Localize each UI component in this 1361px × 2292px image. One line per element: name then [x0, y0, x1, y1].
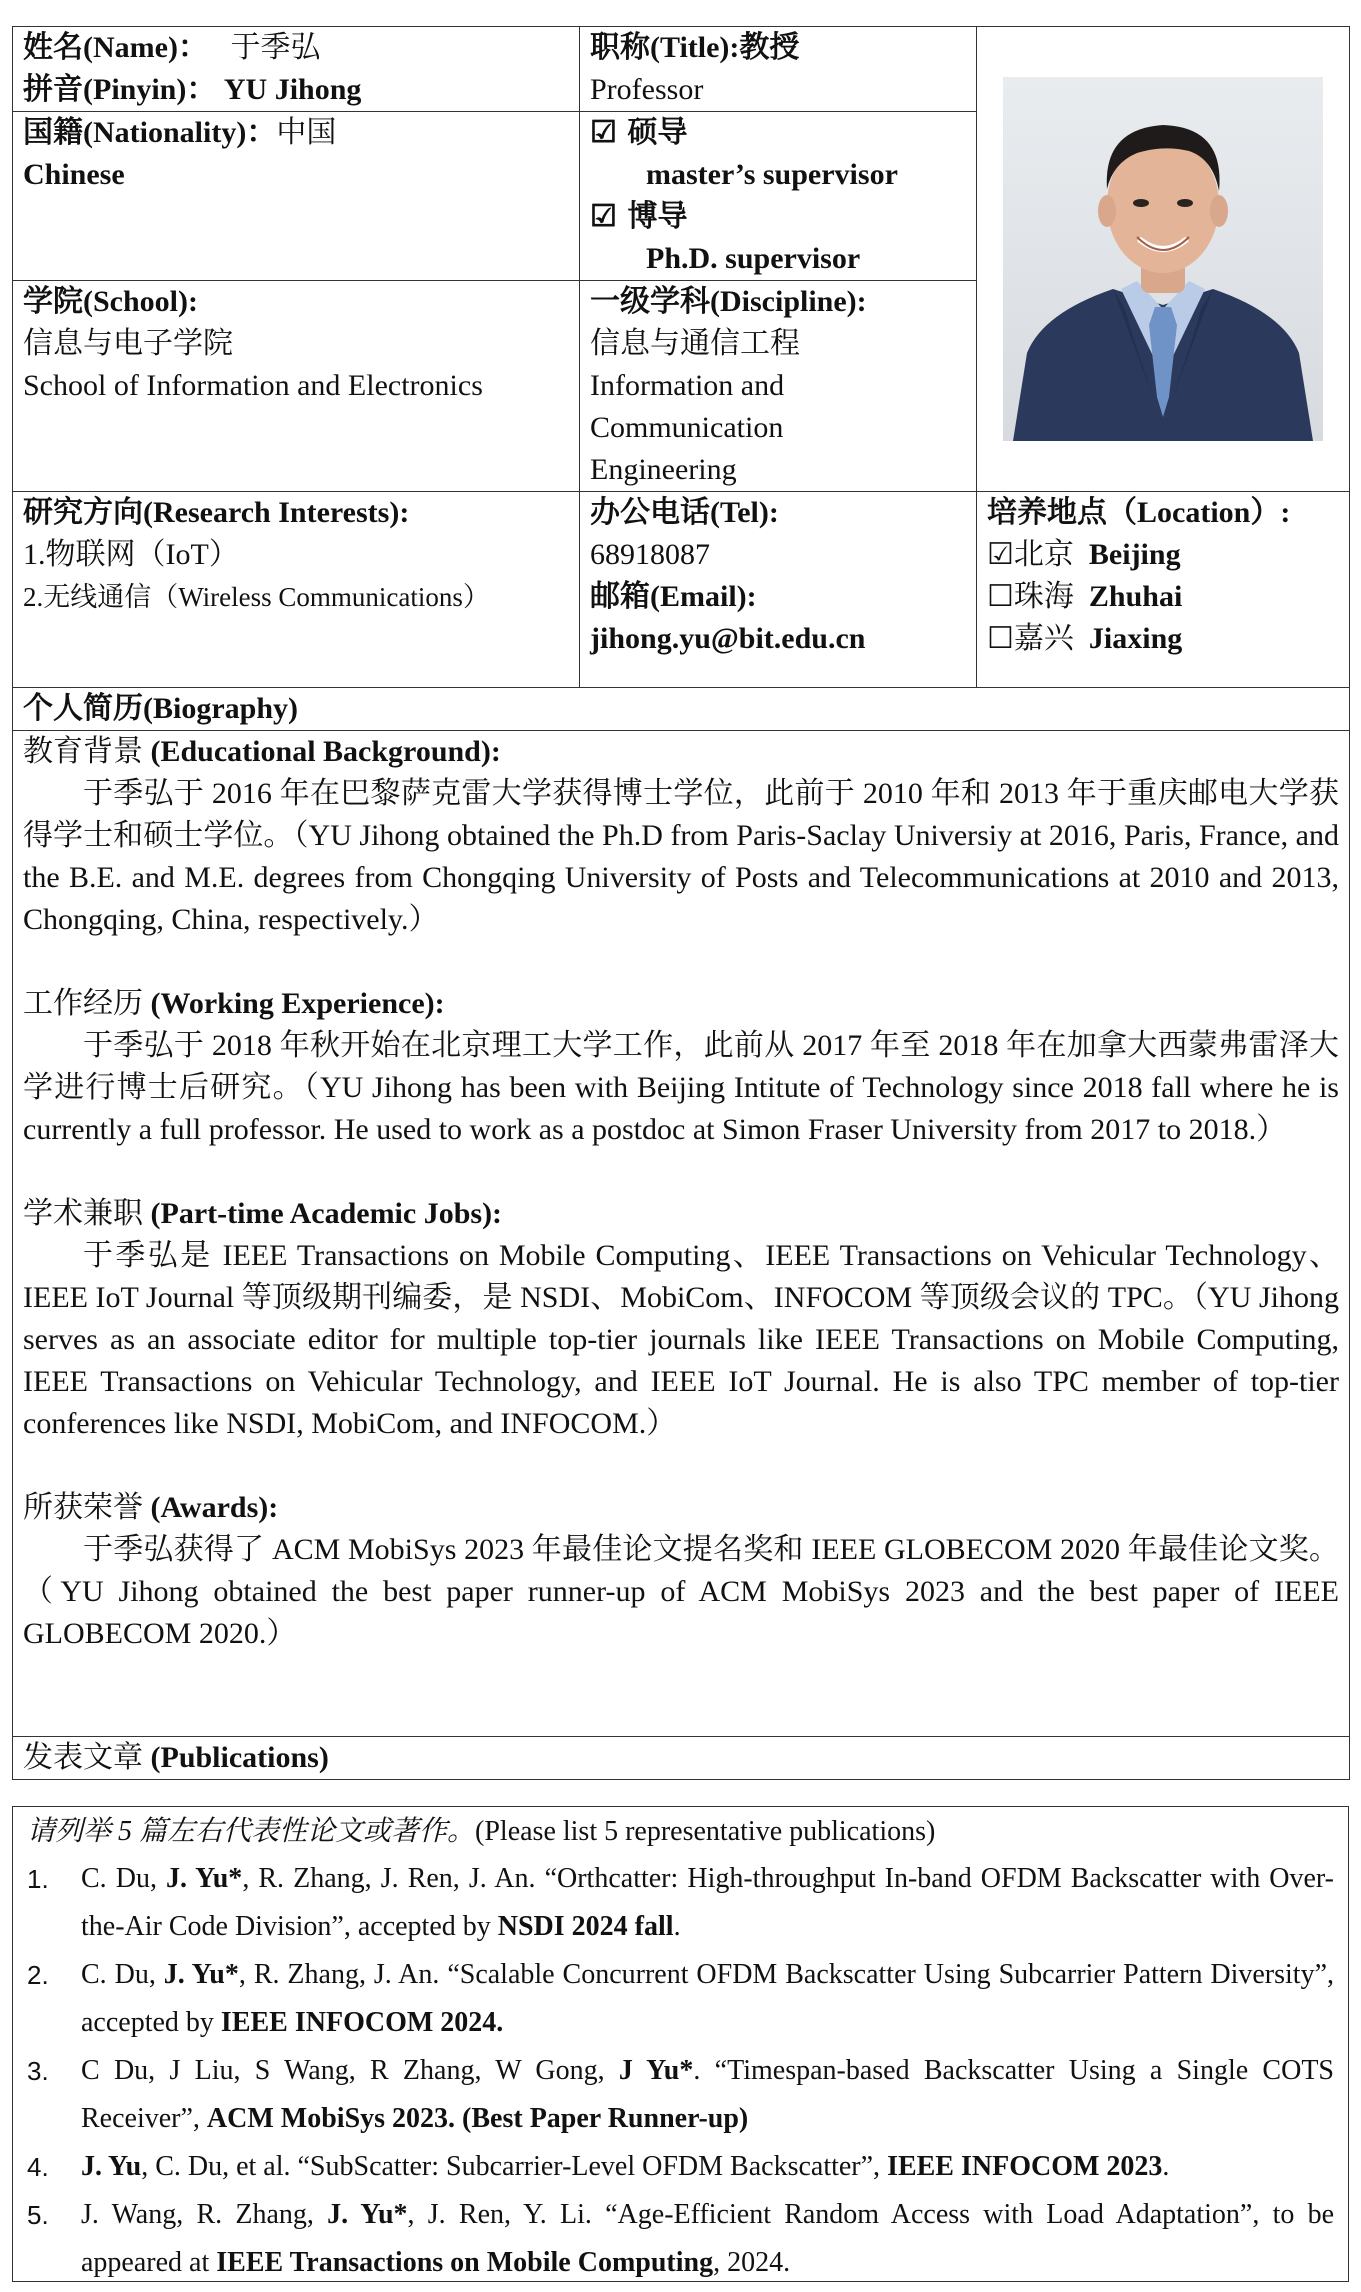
checkbox-empty-icon: ☐ [987, 622, 1014, 655]
location-beijing-en: Beijing [1088, 538, 1181, 571]
name-label: 姓名(Name)： [23, 31, 208, 64]
publication-item [27, 2143, 1334, 2191]
location-beijing-cn: 北京 [1013, 538, 1074, 571]
pub-authors: C. Du, [81, 1959, 164, 1990]
discipline-label: 一级学科(Discipline): [590, 285, 867, 318]
pub-authors: J. Wang, R. Zhang, [81, 2199, 328, 2230]
biography-header: 个人简历(Biography) [13, 688, 1350, 731]
location-zhuhai-en: Zhuhai [1088, 580, 1183, 613]
edu-text: 于季弘于 2016 年在巴黎萨克雷大学获得博士学位，此前于 2010 年和 2013 年于重庆邮电大学获得学士和硕士学位。（YU Jihong obtained the Ph.D from Paris-Saclay Universiy at 2016, Paris, France, and the B.E. and M.E. degrees from Chongqing University of Posts and Telecommunications at 2010 and 2013, Chongqing, China, respectively.） [23, 777, 1339, 936]
jobs-text: 于季弘是 IEEE Transactions on Mobile Computing、IEEE Transactions on Vehicular Technology、IEEE IoT Journal 等顶级期刊编委，是 NSDI、MobiCom、INFOCOM 等顶级会议的 TPC。（YU Jihong serves as an associate editor for multiple top-tier journals like IEEE Transactions on Mobile Computing, IEEE Transactions on Vehicular Technology, and IEEE IoT Journal. He is also TPC member of top-tier conferences like NSDI, MobiCom, and INFOCOM.） [23, 1239, 1339, 1440]
checkbox-icon: ☑ [590, 200, 617, 233]
publication-item [27, 1855, 1334, 1951]
school-en: School of Information and Electronics [23, 369, 483, 402]
title-cell [580, 27, 977, 112]
pub-suffix: , 2024. [713, 2247, 791, 2278]
research-item: 1.物联网（IoT） [23, 538, 239, 571]
pub-title: , C. Du, et al. “SubScatter: Subcarrier-Level OFDM Backscatter”, [141, 2151, 888, 2182]
jobs-title-en: (Part-time Academic Jobs): [150, 1197, 503, 1230]
pinyin-label: 拼音(Pinyin)： [23, 73, 217, 106]
work-title-cn: 工作经历 [23, 987, 143, 1020]
edu-title-en: (Educational Background): [150, 735, 501, 768]
title-value-en: Professor [590, 73, 704, 106]
nationality-cell [13, 112, 580, 281]
awards-title-en: (Awards): [150, 1491, 279, 1524]
publication-item [27, 2047, 1334, 2143]
pub-note-en: (Please list 5 representative publications) [475, 1816, 936, 1847]
school-label: 学院(School): [23, 285, 198, 318]
profile-table [12, 26, 1350, 1780]
list-number: 2. [27, 1960, 49, 1990]
pub-author-self: J. Yu [81, 2151, 142, 2182]
nationality-label: 国籍(Nationality)： [23, 116, 277, 149]
location-zhuhai-cn: 珠海 [1013, 580, 1074, 613]
title-label: 职称(Title): [590, 31, 740, 64]
checkbox-checked-icon: ☑ [987, 538, 1014, 571]
list-number: 4. [27, 2152, 49, 2182]
pub-suffix: . [673, 1911, 681, 1942]
supervisor-master-cn: 硕导 [627, 116, 688, 149]
nationality-value-en: Chinese [23, 158, 125, 191]
school-cell [13, 281, 580, 492]
awards-text: 于季弘获得了 ACM MobiSys 2023 年最佳论文提名奖和 IEEE GLOBECOM 2020 年最佳论文奖。（YU Jihong obtained the best paper runner-up of ACM MobiSys 2023 and the best paper of IEEE GLOBECOM 2020.） [23, 1533, 1339, 1650]
work-text: 于季弘于 2018 年秋开始在北京理工大学工作，此前从 2017 年至 2018 年在加拿大西蒙弗雷泽大学进行博士后研究。（YU Jihong has been with Beijing Intitute of Technology since 2018 fall where he is currently a full professor. He used to work as a postdoc at Simon Fraser University from 2017 to 2018.） [23, 1029, 1339, 1146]
list-number: 5. [27, 2200, 49, 2230]
profile-photo [1003, 77, 1323, 441]
checkbox-empty-icon: ☐ [987, 580, 1014, 613]
tel-label: 办公电话(Tel): [590, 496, 779, 529]
school-cn: 信息与电子学院 [23, 327, 233, 360]
name-cell [13, 27, 580, 112]
pub-title: , J. Ren, Y. Li. “Age-Efficient Random Access with Load Adaptation”, to be appeared at [81, 2199, 1335, 2278]
supervisor-phd-cn: 博导 [627, 200, 688, 233]
publication-item [27, 1951, 1334, 2047]
tel-value: 68918087 [590, 538, 710, 571]
checkbox-icon: ☑ [590, 116, 617, 149]
supervisor-cell [580, 112, 977, 281]
discipline-cn: 信息与通信工程 [590, 327, 800, 360]
photo-cell [977, 27, 1350, 492]
location-jiaxing-en: Jiaxing [1088, 622, 1183, 655]
pub-title: . “Timespan-based Backscatter Using a Single COTS Receiver”, [81, 2055, 1335, 2134]
pub-header-en: (Publications) [150, 1741, 329, 1774]
pub-authors: C Du, J Liu, S Wang, R Zhang, W Gong, [81, 2055, 619, 2086]
location-label: 培养地点（Location）: [987, 496, 1291, 529]
pub-venue: ACM MobiSys 2023. (Best Paper Runner-up) [206, 2103, 749, 2134]
publications-box [12, 1806, 1349, 2282]
research-item: 2.无线通信（Wireless Communications） [23, 582, 490, 612]
pub-venue: IEEE Transactions on Mobile Computing [216, 2247, 714, 2278]
pub-author-self: J. Yu* [163, 1959, 239, 1990]
pub-header-cn: 发表文章 [23, 1741, 143, 1774]
publications-header [13, 1737, 1350, 1780]
pub-title: , R. Zhang, J. An. “Scalable Concurrent OFDM Backscatter Using Subcarrier Pattern Diversity”, accepted by [81, 1959, 1335, 2038]
email-label: 邮箱(Email): [590, 580, 757, 613]
email-value: jihong.yu@bit.edu.cn [590, 622, 866, 655]
pub-venue: NSDI 2024 fall [497, 1911, 674, 1942]
list-number: 1. [27, 1864, 49, 1894]
nationality-value-cn: 中国 [276, 116, 337, 149]
name-value: 于季弘 [230, 31, 321, 64]
portrait-icon [1003, 77, 1323, 441]
research-label: 研究方向(Research Interests): [23, 496, 410, 529]
discipline-en-2: Communication [590, 411, 784, 444]
pub-author-self: J. Yu* [166, 1863, 243, 1894]
publication-list [27, 1855, 1334, 2287]
supervisor-master-en: master’s supervisor [646, 158, 898, 191]
jobs-title-cn: 学术兼职 [23, 1197, 143, 1230]
pub-note-cn: 请列举 5 篇左右代表性论文或著作。 [27, 1816, 476, 1847]
pub-venue: IEEE INFOCOM 2023 [887, 2151, 1163, 2182]
discipline-en-3: Engineering [590, 453, 737, 486]
list-number: 3. [27, 2056, 49, 2086]
edu-title-cn: 教育背景 [23, 735, 143, 768]
publication-item [27, 2191, 1334, 2287]
title-value-cn: 教授 [739, 31, 800, 64]
discipline-en-1: Information and [590, 369, 785, 402]
pub-suffix: . [1162, 2151, 1170, 2182]
work-title-en: (Working Experience): [150, 987, 445, 1020]
pub-authors: C. Du, [81, 1863, 167, 1894]
location-jiaxing-cn: 嘉兴 [1013, 622, 1074, 655]
awards-title-cn: 所获荣誉 [23, 1491, 143, 1524]
pub-author-self: J Yu* [618, 2055, 694, 2086]
pub-venue: IEEE INFOCOM 2024. [220, 2007, 504, 2038]
discipline-cell [580, 281, 977, 492]
research-cell [13, 492, 580, 688]
biography-body [13, 731, 1350, 1737]
pub-title: , R. Zhang, J. Ren, J. An. “Orthcatter: High-throughput In-band OFDM Backscatter with Over-the-Air Code Division”, accepted by [81, 1863, 1335, 1942]
contact-cell [580, 492, 977, 688]
pub-author-self: J. Yu* [327, 2199, 408, 2230]
supervisor-phd-en: Ph.D. supervisor [646, 242, 861, 275]
pinyin-value: YU Jihong [223, 73, 362, 106]
location-cell [977, 492, 1350, 688]
